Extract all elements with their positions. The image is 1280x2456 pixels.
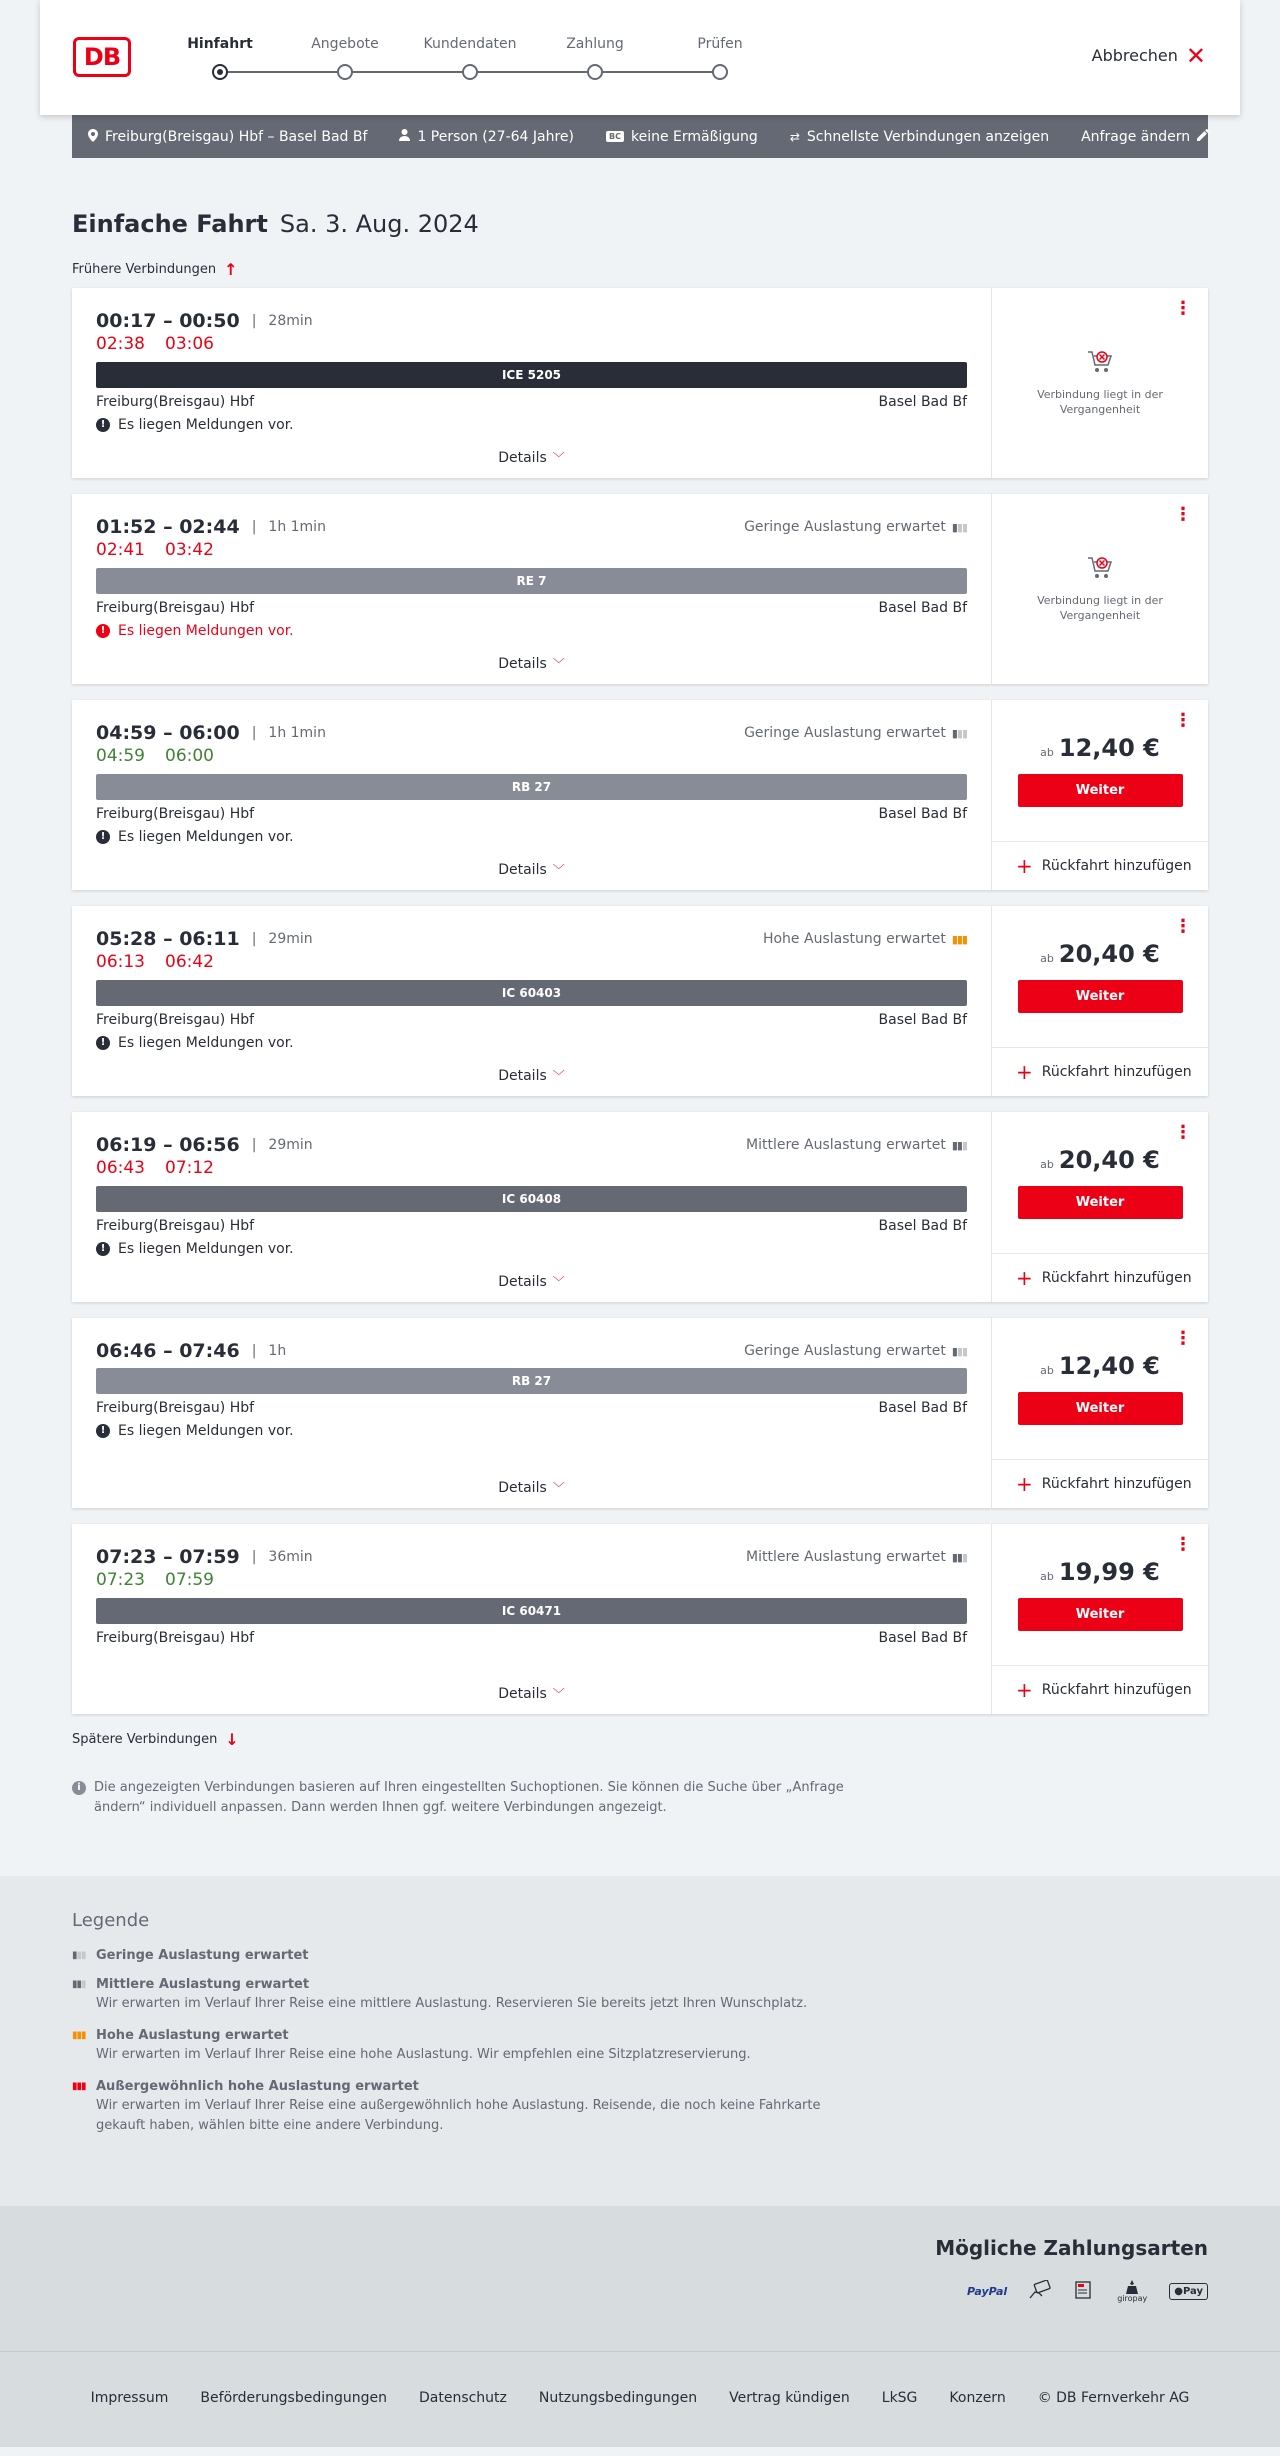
bahncard-icon: BC <box>606 131 624 142</box>
step-dot <box>712 64 728 80</box>
swap-arrows-icon: ⇄ <box>789 129 800 144</box>
legend-title: Legende <box>72 1910 150 1931</box>
legend-item-head <box>72 1948 1208 1963</box>
passenger-summary <box>399 129 574 145</box>
price-prefix: ab <box>1040 952 1054 965</box>
details-label: Details <box>498 450 547 466</box>
trip-date: Sa. 3. Aug. 2024 <box>279 210 479 238</box>
legend-item-title: Außergewöhnlich hohe Auslastung erwartet <box>96 2079 419 2094</box>
realtime-arrival: 03:06 <box>165 334 214 354</box>
notice-message <box>96 1032 967 1054</box>
price <box>1040 1558 1160 1586</box>
invoice-icon <box>1073 2280 1095 2303</box>
details-toggle[interactable] <box>72 1479 991 1496</box>
pencil-icon <box>1197 129 1209 144</box>
duration: 1h <box>268 1343 287 1359</box>
continue-button[interactable]: Weiter <box>1018 1392 1183 1425</box>
giropay-icon <box>1117 2280 1147 2303</box>
occupancy-mid-icon: ▮▮▮ <box>951 1550 967 1564</box>
price-prefix: ab <box>1040 1570 1054 1583</box>
details-toggle[interactable] <box>72 861 991 878</box>
connection-card <box>72 1318 1208 1508</box>
legend-item <box>72 2028 1208 2065</box>
add-return-label: Rückfahrt hinzufügen <box>1041 1064 1192 1080</box>
connection-card <box>72 906 1208 1096</box>
card-hand-icon <box>1029 2280 1051 2303</box>
connection-info <box>72 1112 992 1302</box>
connection-list <box>72 288 1208 1714</box>
legend-section <box>0 1876 1280 2206</box>
times-row <box>96 516 967 538</box>
paypal-icon: PayPal <box>967 2285 1008 2298</box>
footer-link[interactable]: © DB Fernverkehr AG <box>1037 2390 1190 2406</box>
offer-panel <box>992 494 1208 684</box>
legend-item <box>72 1977 1208 2014</box>
origin-station: Freiburg(Breisgau) Hbf <box>96 1218 255 1234</box>
legend-item-head <box>72 2028 1208 2043</box>
connection-card <box>72 1112 1208 1302</box>
legend-item-text: Wir erwarten im Verlauf Ihrer Reise eine hohe Auslastung. Wir empfehlen eine Sitzplatzreservierung. <box>96 2047 751 2062</box>
occupancy-low-icon: ▮▮▮ <box>951 1344 967 1358</box>
stations-row <box>96 1216 967 1236</box>
connection-card <box>72 494 1208 684</box>
step-label: Zahlung <box>566 36 624 52</box>
close-icon: ✕ <box>1185 41 1206 70</box>
step-label: Prüfen <box>697 36 743 52</box>
separator: | <box>251 1549 257 1565</box>
chevron-down-icon: ﹀ <box>552 451 565 465</box>
scheduled-times: 01:52 – 02:44 <box>96 516 240 538</box>
notice-message <box>96 1238 967 1260</box>
offer-panel <box>992 1318 1208 1508</box>
apple-pay-label: Pay <box>1182 2286 1203 2297</box>
notice-message <box>96 826 967 848</box>
duration: 1h 1min <box>268 725 326 741</box>
more-options-icon[interactable]: ⋮ <box>1174 1328 1192 1349</box>
info-text: Die angezeigten Verbindungen basieren auf Ihren eingestellten Suchoptionen. Sie können die Suche über „Anfrage ändern“ individuell anpassen. Dann werden Ihnen ggf. weitere Verbindungen angezeigt. <box>94 1780 844 1815</box>
arrow-down-icon: ↓ <box>225 1729 239 1749</box>
destination-station: Basel Bad Bf <box>878 1012 967 1028</box>
occupancy-label: Geringe Auslastung erwartet <box>744 725 946 741</box>
scheduled-times: 00:17 – 00:50 <box>96 310 240 332</box>
legend-item-title: Mittlere Auslastung erwartet <box>96 1977 310 1992</box>
connection-info <box>72 1318 992 1508</box>
separator: | <box>251 1137 257 1153</box>
info-icon: i <box>72 1781 86 1795</box>
times-row <box>96 310 967 332</box>
chevron-down-icon: ﹀ <box>552 1069 565 1083</box>
occupancy-low-icon: ▮▮▮ <box>951 726 967 740</box>
occupancy-mid-icon: ▮▮▮ <box>951 1138 967 1152</box>
price-value: 20,40 € <box>1058 940 1160 968</box>
change-request-button[interactable] <box>1081 129 1209 145</box>
offer-panel <box>992 1524 1208 1714</box>
separator: | <box>251 313 257 329</box>
train-bar[interactable]: IC 60408 <box>96 1186 967 1212</box>
add-return-label: Rückfahrt hinzufügen <box>1041 1476 1192 1492</box>
page-title <box>72 210 1208 240</box>
origin-station: Freiburg(Breisgau) Hbf <box>96 394 255 410</box>
chevron-down-icon: ﹀ <box>552 1275 565 1289</box>
notice-message <box>96 1420 967 1442</box>
stations-row <box>96 804 967 824</box>
cart-disabled-icon <box>1086 349 1114 387</box>
price-value: 19,99 € <box>1058 1558 1160 1586</box>
notice-message <box>96 414 967 436</box>
price-value: 20,40 € <box>1058 1146 1160 1174</box>
realtime-departure: 02:38 <box>96 334 145 354</box>
chevron-down-icon: ﹀ <box>552 863 565 877</box>
search-summary-bar <box>72 115 1208 158</box>
continue-button[interactable]: Weiter <box>1018 1598 1183 1631</box>
notice-text: Es liegen Meldungen vor. <box>118 417 294 433</box>
payment-methods <box>0 2206 1280 2351</box>
separator: | <box>251 931 257 947</box>
legend-item-head <box>72 1977 1208 1992</box>
past-text: Verbindung liegt in der Vergangenheit <box>1037 388 1163 416</box>
scheduled-times: 07:23 – 07:59 <box>96 1546 240 1568</box>
continue-button[interactable]: Weiter <box>1018 980 1183 1013</box>
details-label: Details <box>498 1480 547 1496</box>
progress-stepper <box>187 34 743 84</box>
details-toggle[interactable] <box>72 1273 991 1290</box>
details-toggle[interactable] <box>72 1067 991 1084</box>
add-return-trip-button[interactable] <box>992 1048 1208 1096</box>
notice-message <box>96 620 967 642</box>
later-connections-link[interactable] <box>72 1730 1208 1748</box>
occupancy-low-icon: ▮▮▮ <box>951 520 967 534</box>
more-options-icon[interactable]: ⋮ <box>1174 1534 1192 1555</box>
footer-link[interactable]: Vertrag kündigen <box>729 2390 850 2406</box>
realtime-row <box>96 1570 967 1592</box>
duration: 29min <box>268 1137 313 1153</box>
offer-panel <box>992 288 1208 478</box>
earlier-label: Frühere Verbindungen <box>72 261 217 277</box>
times-row <box>96 722 967 744</box>
step-label: Angebote <box>311 36 379 52</box>
payment-title: Mögliche Zahlungsarten <box>935 2236 1208 2260</box>
legend-item <box>72 1948 1208 1963</box>
occupancy-label: Geringe Auslastung erwartet <box>744 1343 946 1359</box>
step-label: Kundendaten <box>423 36 517 52</box>
person-icon <box>399 129 410 144</box>
train-bar[interactable]: IC 60471 <box>96 1598 967 1624</box>
origin-station: Freiburg(Breisgau) Hbf <box>96 806 255 822</box>
stations-row <box>96 598 967 618</box>
times-row <box>96 1340 967 1362</box>
search-info-note <box>72 1778 852 1818</box>
step-zahlung <box>535 34 655 80</box>
fastest-option <box>790 129 1049 145</box>
step-label: Hinfahrt <box>187 36 253 52</box>
price <box>1040 734 1160 762</box>
discount-summary <box>606 129 758 145</box>
chevron-down-icon: ﹀ <box>552 1687 565 1701</box>
offer-panel <box>992 1112 1208 1302</box>
offer-panel <box>992 700 1208 890</box>
plus-icon: + <box>1016 1266 1033 1290</box>
notice-text: Es liegen Meldungen vor. <box>118 829 294 845</box>
realtime-departure: 06:43 <box>96 1158 145 1178</box>
realtime-departure: 06:13 <box>96 952 145 972</box>
occupancy-extreme-icon: ▮▮▮ <box>72 2081 86 2092</box>
occupancy-low-icon: ▮▮▮ <box>72 1950 86 1961</box>
destination-station: Basel Bad Bf <box>878 806 967 822</box>
realtime-arrival: 07:12 <box>165 1158 214 1178</box>
location-pin-icon <box>88 129 98 145</box>
occupancy-indicator <box>746 1549 967 1565</box>
notice-text: Es liegen Meldungen vor. <box>118 1241 294 1257</box>
stations-row <box>96 1398 967 1418</box>
cancel-label: Abbrechen <box>1091 46 1178 65</box>
destination-station: Basel Bad Bf <box>878 1400 967 1416</box>
connection-card <box>72 700 1208 890</box>
duration: 36min <box>268 1549 313 1565</box>
price <box>1040 1352 1160 1380</box>
price <box>1040 940 1160 968</box>
realtime-row <box>96 746 967 768</box>
scheduled-times: 05:28 – 06:11 <box>96 928 240 950</box>
stations-row <box>96 392 967 412</box>
price <box>1040 1146 1160 1174</box>
occupancy-high-icon: ▮▮▮ <box>951 932 967 946</box>
add-return-label: Rückfahrt hinzufügen <box>1041 858 1192 874</box>
discount-text: keine Ermäßigung <box>630 128 758 145</box>
train-bar[interactable]: RB 27 <box>96 1368 967 1394</box>
realtime-departure: 07:23 <box>96 1570 145 1590</box>
connection-card <box>72 288 1208 478</box>
more-options-icon[interactable]: ⋮ <box>1174 504 1192 525</box>
duration: 29min <box>268 931 313 947</box>
plus-icon: + <box>1016 854 1033 878</box>
scheduled-times: 06:46 – 07:46 <box>96 1340 240 1362</box>
legend-item-text: Wir erwarten im Verlauf Ihrer Reise eine außergewöhnlich hohe Auslastung. Reisende, die noch keine Fahrkarte gekauft haben, wählen bitte eine andere Verbindung. <box>96 2098 821 2133</box>
add-return-label: Rückfahrt hinzufügen <box>1041 1682 1192 1698</box>
train-bar[interactable]: IC 60403 <box>96 980 967 1006</box>
route-text: Freiburg(Breisgau) Hbf – Basel Bad Bf <box>105 128 368 145</box>
occupancy-indicator <box>746 1137 967 1153</box>
times-row <box>96 1546 967 1568</box>
legend-item-title: Geringe Auslastung erwartet <box>96 1948 309 1963</box>
price-prefix: ab <box>1040 1158 1054 1171</box>
occupancy-label: Mittlere Auslastung erwartet <box>746 1549 946 1565</box>
connection-info <box>72 700 992 890</box>
scheduled-times: 06:19 – 06:56 <box>96 1134 240 1156</box>
destination-station: Basel Bad Bf <box>878 1218 967 1234</box>
destination-station: Basel Bad Bf <box>878 1630 967 1646</box>
duration: 1h 1min <box>268 519 326 535</box>
footer-link[interactable]: Impressum <box>90 2390 169 2406</box>
past-text: Verbindung liegt in der Vergangenheit <box>1037 594 1163 622</box>
change-request-label: Anfrage ändern <box>1081 128 1191 145</box>
occupancy-label: Geringe Auslastung erwartet <box>744 519 946 535</box>
route-summary <box>88 129 367 145</box>
step-hinfahrt <box>160 34 280 80</box>
booking-header <box>40 0 1240 115</box>
alert-icon: ! <box>96 1424 110 1438</box>
step-pruefen <box>660 34 780 80</box>
train-bar[interactable]: RE 7 <box>96 568 967 594</box>
alert-icon: ! <box>96 1242 110 1256</box>
footer-link[interactable]: Beförderungsbedingungen <box>200 2390 387 2406</box>
connection-info <box>72 906 992 1096</box>
footer-link[interactable]: Konzern <box>949 2390 1006 2406</box>
cancel-button[interactable] <box>1091 41 1206 70</box>
step-dot <box>587 64 603 80</box>
details-toggle[interactable] <box>72 449 991 466</box>
realtime-arrival: 07:59 <box>165 1570 214 1590</box>
footer-link[interactable]: Datenschutz <box>418 2390 507 2406</box>
details-label: Details <box>498 862 547 878</box>
notice-text: Es liegen Meldungen vor. <box>118 623 294 639</box>
alert-icon: ! <box>96 1036 110 1050</box>
origin-station: Freiburg(Breisgau) Hbf <box>96 1630 255 1646</box>
chevron-down-icon: ﹀ <box>552 1481 565 1495</box>
plus-icon: + <box>1016 1472 1033 1496</box>
db-logo[interactable]: DB <box>73 37 131 77</box>
price-prefix: ab <box>1040 1364 1054 1377</box>
details-label: Details <box>498 1274 547 1290</box>
add-return-trip-button[interactable] <box>992 1460 1208 1508</box>
legend-item-head <box>72 2079 1208 2094</box>
times-row <box>96 928 967 950</box>
legend-item <box>72 2079 1208 2136</box>
more-options-icon[interactable]: ⋮ <box>1174 298 1192 319</box>
origin-station: Freiburg(Breisgau) Hbf <box>96 600 255 616</box>
plus-icon: + <box>1016 1678 1033 1702</box>
occupancy-label: Hohe Auslastung erwartet <box>762 931 946 947</box>
destination-station: Basel Bad Bf <box>878 600 967 616</box>
occupancy-indicator <box>744 725 967 741</box>
notice-text: Es liegen Meldungen vor. <box>118 1423 294 1439</box>
alert-icon: ! <box>96 418 110 432</box>
payment-icons <box>72 2280 1208 2303</box>
stations-row <box>96 1628 967 1648</box>
step-dot <box>462 64 478 80</box>
legend-item-title: Hohe Auslastung erwartet <box>96 2028 289 2043</box>
train-bar[interactable]: RB 27 <box>96 774 967 800</box>
destination-station: Basel Bad Bf <box>878 394 967 410</box>
details-toggle[interactable] <box>72 1685 991 1702</box>
occupancy-indicator <box>744 1343 967 1359</box>
apple-logo-icon: ● <box>1174 2286 1183 2297</box>
details-label: Details <box>498 1068 547 1084</box>
realtime-arrival: 03:42 <box>165 540 214 560</box>
step-angebote <box>285 34 405 80</box>
earlier-connections-link[interactable] <box>72 260 1208 278</box>
separator: | <box>251 519 257 535</box>
occupancy-label: Mittlere Auslastung erwartet <box>746 1137 946 1153</box>
origin-station: Freiburg(Breisgau) Hbf <box>96 1012 255 1028</box>
offer-panel <box>992 906 1208 1096</box>
site-footer <box>0 2351 1280 2447</box>
continue-button[interactable]: Weiter <box>1018 774 1183 807</box>
occupancy-indicator <box>744 519 967 535</box>
add-return-label: Rückfahrt hinzufügen <box>1041 1270 1192 1286</box>
add-return-trip-button[interactable] <box>992 1666 1208 1714</box>
legend-item-text: Wir erwarten im Verlauf Ihrer Reise eine mittlere Auslastung. Reservieren Sie bereits jetzt Ihren Wunschplatz. <box>96 1996 808 2011</box>
stations-row <box>96 1010 967 1030</box>
connection-info <box>72 1524 992 1714</box>
more-options-icon[interactable]: ⋮ <box>1174 710 1192 731</box>
realtime-row <box>96 540 967 562</box>
step-dot <box>337 64 353 80</box>
more-options-icon[interactable]: ⋮ <box>1174 1122 1192 1143</box>
footer-link[interactable]: Nutzungsbedingungen <box>538 2390 698 2406</box>
add-return-trip-button[interactable] <box>992 842 1208 890</box>
realtime-departure: 02:41 <box>96 540 145 560</box>
passenger-text: 1 Person (27-64 Jahre) <box>417 128 574 145</box>
alert-icon: ! <box>96 830 110 844</box>
separator: | <box>251 725 257 741</box>
add-return-trip-button[interactable] <box>992 1254 1208 1302</box>
scheduled-times: 04:59 – 06:00 <box>96 722 240 744</box>
price-prefix: ab <box>1040 746 1054 759</box>
giropay-label: giropay <box>1117 2294 1148 2303</box>
apple-pay-icon <box>1169 2283 1208 2300</box>
connection-info <box>72 288 992 478</box>
realtime-row <box>96 952 967 974</box>
notice-text: Es liegen Meldungen vor. <box>118 1035 294 1051</box>
duration: 28min <box>268 313 313 329</box>
arrow-up-icon: ↑ <box>224 259 238 279</box>
connection-info <box>72 494 992 684</box>
step-kundendaten <box>410 34 530 80</box>
continue-button[interactable]: Weiter <box>1018 1186 1183 1219</box>
step-dot-active <box>212 64 228 80</box>
price-value: 12,40 € <box>1058 734 1160 762</box>
realtime-row <box>96 334 967 356</box>
origin-station: Freiburg(Breisgau) Hbf <box>96 1400 255 1416</box>
occupancy-indicator <box>763 931 967 947</box>
price-value: 12,40 € <box>1058 1352 1160 1380</box>
occupancy-mid-icon: ▮▮▮ <box>72 1979 86 1990</box>
footer-link[interactable]: LkSG <box>881 2390 918 2406</box>
trip-type-title: Einfache Fahrt <box>72 210 268 238</box>
fastest-text: Schnellste Verbindungen anzeigen <box>806 128 1050 145</box>
later-label: Spätere Verbindungen <box>72 1731 218 1747</box>
realtime-row <box>96 1158 967 1180</box>
separator: | <box>251 1343 257 1359</box>
results-main <box>72 210 1208 1818</box>
connection-card <box>72 1524 1208 1714</box>
more-options-icon[interactable]: ⋮ <box>1174 916 1192 937</box>
plus-icon: + <box>1016 1060 1033 1084</box>
realtime-departure: 04:59 <box>96 746 145 766</box>
alert-icon: ! <box>96 624 110 638</box>
realtime-arrival: 06:00 <box>165 746 214 766</box>
times-row <box>96 1134 967 1156</box>
train-bar[interactable]: ICE 5205 <box>96 362 967 388</box>
details-toggle[interactable] <box>72 655 991 672</box>
occupancy-high-icon: ▮▮▮ <box>72 2030 86 2041</box>
cart-disabled-icon <box>1086 555 1114 593</box>
chevron-down-icon: ﹀ <box>552 657 565 671</box>
details-label: Details <box>498 656 547 672</box>
realtime-arrival: 06:42 <box>165 952 214 972</box>
details-label: Details <box>498 1686 547 1702</box>
